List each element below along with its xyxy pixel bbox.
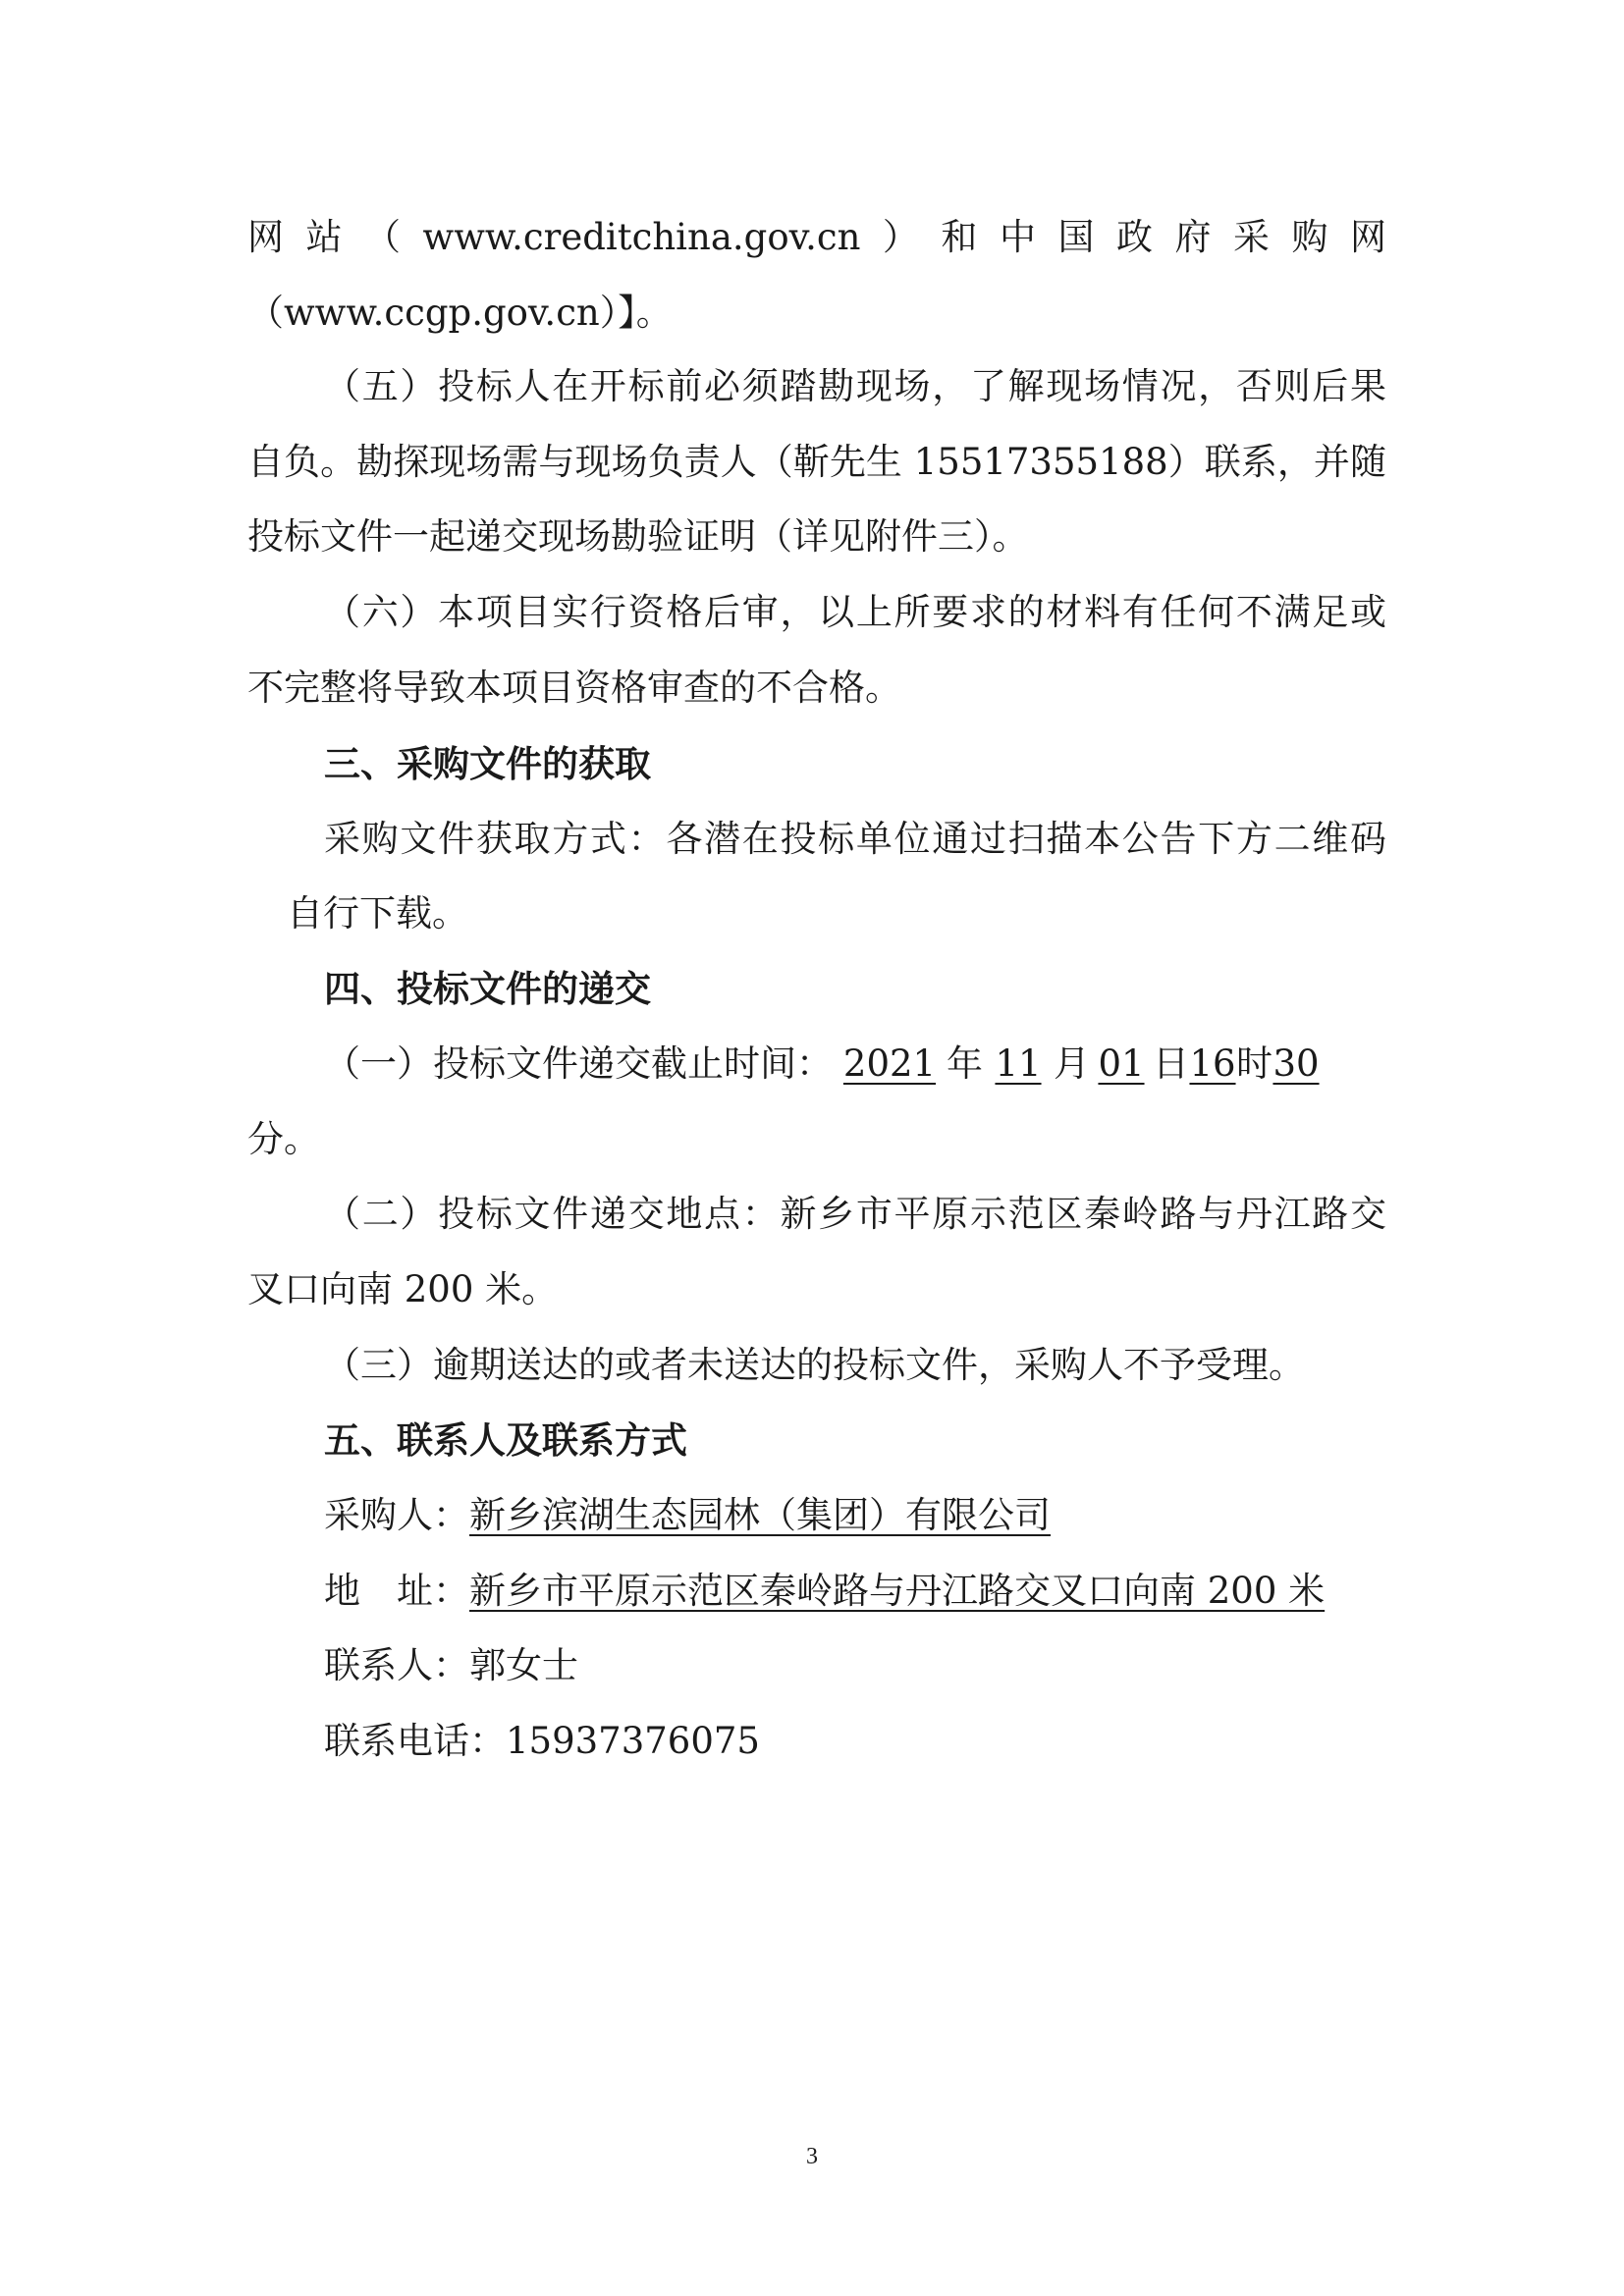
contact-row	[324, 1636, 1386, 1695]
paragraph-line: 采购文件获取方式：各潜在投标单位通过扫描本公告下方二维码	[324, 818, 1386, 860]
address-label: 地 址：	[324, 1570, 469, 1612]
purchaser-value: 新乡滨湖生态园林（集团）有限公司	[469, 1494, 1051, 1536]
deadline-minute: 30	[1272, 1042, 1320, 1085]
deadline-day: 01	[1098, 1042, 1145, 1085]
deadline-day-unit: 日	[1153, 1042, 1189, 1085]
paragraph-line: 自行下载。	[287, 892, 468, 934]
paragraph-line: 叉口向南 200 米。	[247, 1268, 559, 1310]
phone-row	[324, 1712, 1386, 1771]
page-number: 3	[806, 2144, 818, 2169]
paragraph-line: （二）投标文件递交地点：新乡市平原示范区秦岭路与丹江路交	[324, 1193, 1386, 1235]
deadline-month-unit: 月	[1054, 1042, 1090, 1085]
deadline-hour-unit: 时	[1236, 1042, 1272, 1085]
deadline-year-unit: 年	[947, 1042, 983, 1085]
paragraph-line: 不完整将导致本项目资格审查的不合格。	[247, 667, 901, 709]
deadline-hour: 16	[1189, 1042, 1236, 1085]
paragraph-line: 自负。勘探现场需与现场负责人（靳先生 15517355188）联系，并随	[247, 441, 1386, 483]
contact-label: 联系人：	[324, 1644, 469, 1686]
section-heading: 三、采购文件的获取	[324, 742, 651, 785]
contact-value: 郭女士	[469, 1644, 578, 1686]
address-row	[324, 1562, 1386, 1621]
purchaser-row	[324, 1486, 1386, 1545]
purchaser-label: 采购人：	[324, 1494, 469, 1536]
section-heading: 四、投标文件的递交	[324, 967, 651, 1010]
paragraph-line: 投标文件一起递交现场勘验证明（详见附件三）。	[247, 515, 1029, 558]
deadline-minute-unit: 分。	[247, 1118, 320, 1160]
paragraph-line: （www.ccgp.gov.cn）】。	[247, 292, 673, 334]
deadline-line	[324, 1035, 1386, 1094]
phone-label: 联系电话：	[324, 1720, 506, 1762]
section-heading: 五、联系人及联系方式	[324, 1418, 687, 1462]
phone-value: 15937376075	[506, 1720, 760, 1762]
paragraph-line: （五）投标人在开标前必须踏勘现场，了解现场情况，否则后果	[324, 365, 1386, 407]
paragraph-line: 网站（www.creditchina.gov.cn）和中国政府采购网	[247, 216, 1386, 258]
paragraph-line: （三）逾期送达的或者未送达的投标文件，采购人不予受理。	[324, 1344, 1305, 1386]
paragraph-line: （六）本项目实行资格后审，以上所要求的材料有任何不满足或	[324, 591, 1386, 633]
deadline-month: 11	[995, 1042, 1042, 1085]
deadline-year: 2021	[842, 1042, 937, 1085]
address-value: 新乡市平原示范区秦岭路与丹江路交叉口向南 200 米	[469, 1570, 1326, 1612]
deadline-prefix: （一）投标文件递交截止时间：	[324, 1042, 833, 1085]
